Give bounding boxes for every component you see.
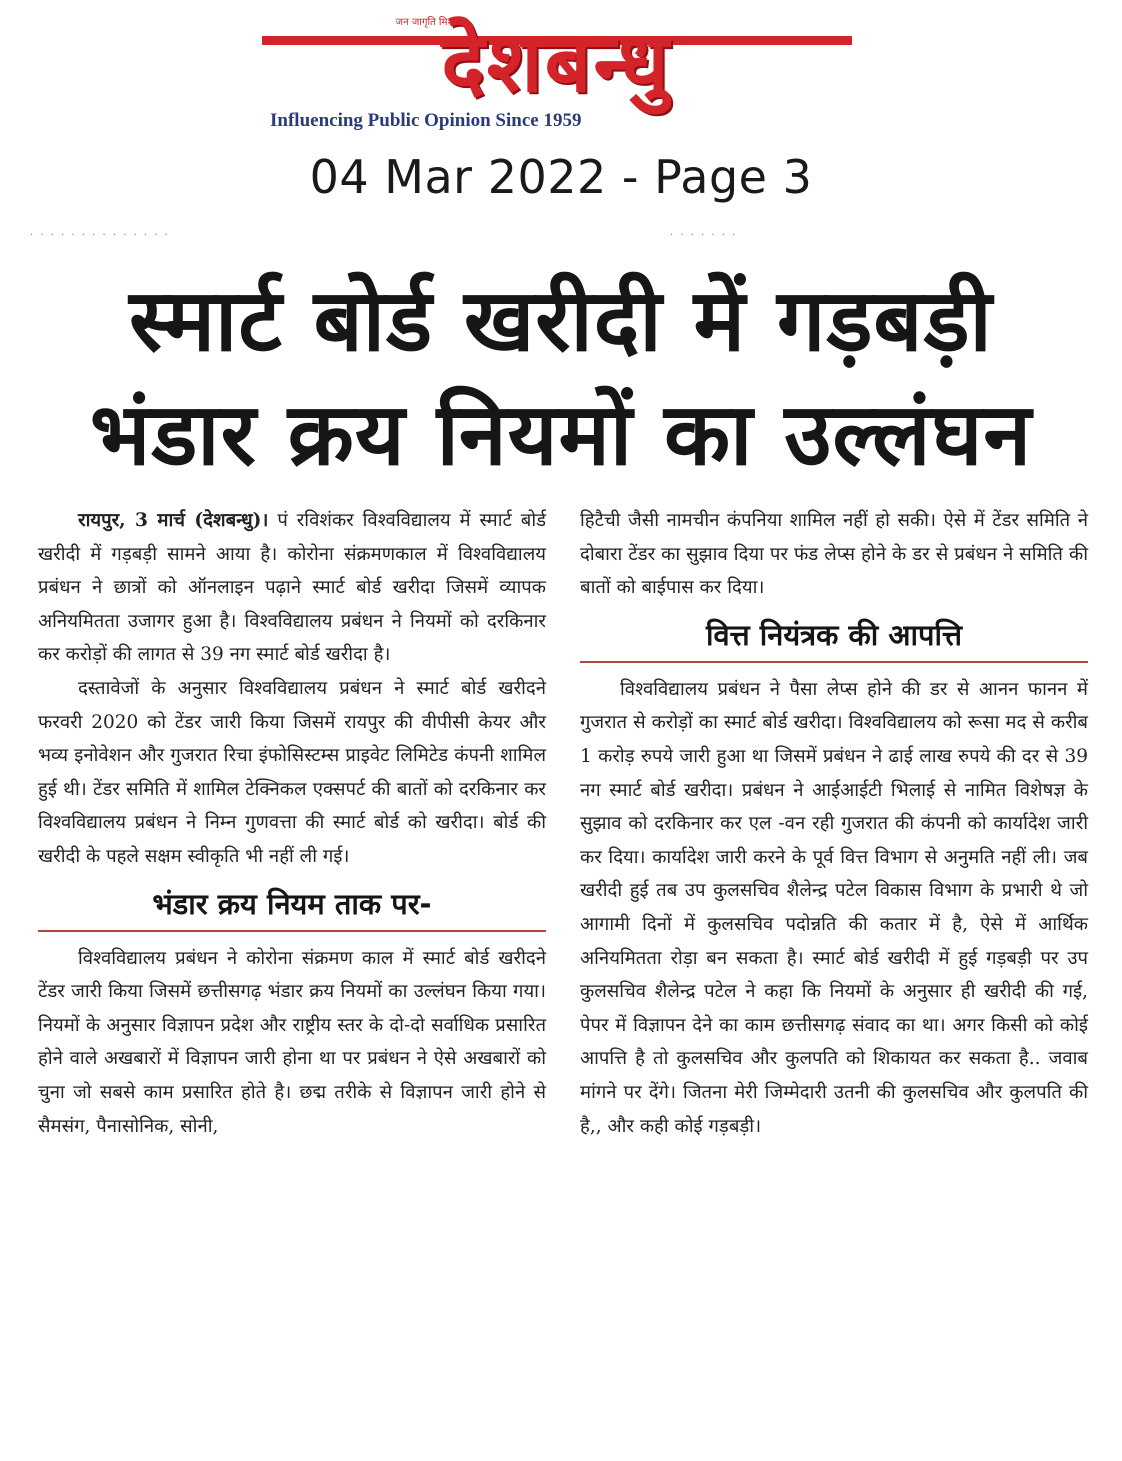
headline-line-1: स्मार्ट बोर्ड खरीदी में गड़बड़ी	[129, 271, 993, 371]
edition-dateline: 04 Mar 2022 - Page 3	[309, 150, 813, 204]
masthead-small-tagline: जन जागृति मिश	[395, 17, 455, 28]
masthead-slogan: Influencing Public Opinion Since 1959	[270, 110, 582, 131]
paragraph-4: हिटैची जैसी नामचीन कंपनिया शामिल नहीं हो सकी। ऐसे में टेंडर समिति ने दोबारा टेंडर का सुझाव दिया पर फंड लेप्स होने के डर से प्रबंधन ने समिति की बातों को बाईपास कर दिया।	[580, 510, 1088, 599]
paragraph-5: विश्वविद्यालय प्रबंधन ने पैसा लेप्स होने की डर से आनन फानन में गुजरात से करोड़ों का स्मार्ट बोर्ड खरीदा। विश्वविद्यालय को रूसा मद से करीब 1 करोड़ रुपये जारी हुआ था जिसमें प्रबंधन ने ढाई लाख रुपये की दर से 39 नग स्मार्ट बोर्ड खरीदा। प्रबंधन ने आईआईटी भिलाई से नामित विशेषज्ञ के सुझाव को दरकिनार कर एल -वन रही गुजरात की कंपनी को कार्यादेश जारी कर दिया। कार्यादेश जारी करने के पूर्व वित्त विभाग से अनुमति नहीं ली। जब खरीदी हुई तब उप कुलसचिव शैलेन्द्र पटेल विकास विभाग के प्रभारी थे जो आगामी दिनों में कुलसचिव पदोन्नति की कतार में है, ऐसे में आर्थिक अनियमितता रोड़ा बन सकता है। स्मार्ट बोर्ड खरीदी में हुई गड़बड़ी पर उप कुलसचिव शैलेन्द्र पटेल ने कहा कि नियमों के अनुसार ही खरीदी की गई, पेपर में विज्ञापन देने का काम छत्तीसगढ़ संवाद का था। अगर किसी को कोई आपत्ति है तो कुलसचिव और कुलपति को शिकायत कर सकता है.. जवाब मांगने पर देंगे। जितना मेरी जिम्मेदारी उतनी की कुलसचिव और कुलपति की है,, और कही कोई गड़बड़ी।	[580, 678, 1088, 1137]
subheading-finance-controller-objection: वित्त नियंत्रक की आपत्ति	[580, 615, 1088, 663]
paragraph-1	[38, 504, 546, 672]
article-column-right	[580, 504, 1088, 1143]
paragraph-2: दस्तावेजों के अनुसार विश्वविद्यालय प्रबंधन ने स्मार्ट बोर्ड खरीदने फरवरी 2020 को टेंडर जारी किया जिसमें रायपुर की वीपीसी केयर और भव्य इनोवेशन और गुजरात रिचा इंफोसिस्टम्स प्राइवेट लिमिटेड कंपनी शामिल हुई थी। टेंडर समिति में शामिल टेक्निकल एक्सपर्ट की बातों को दरकिनार कर विश्वविद्यालय प्रबंधन ने निम्न गुणवत्ता की स्मार्ट बोर्ड को खरीदा। बोर्ड की खरीदी के पहले सक्षम स्वीकृति भी नहीं ली गई।	[38, 677, 546, 867]
subheading-store-purchase-rules: भंडार क्रय नियम ताक पर-	[38, 884, 546, 932]
faint-strip-left: · · · · · · · · · · · · · ·	[30, 230, 170, 241]
byline: रायपुर, 3 मार्च (देशबन्धु)।	[78, 510, 269, 531]
newspaper-logo: देशबन्धु	[441, 16, 671, 111]
headline-line-2: भंडार क्रय नियमों का उल्लंघन	[89, 385, 1033, 485]
paragraph-1-text: पं रविशंकर विश्वविद्यालय में स्मार्ट बोर्ड खरीदी में गड़बड़ी सामने आया है। कोरोना संक्रमणकाल में विश्वविद्यालय प्रबंधन ने छात्रों को ऑनलाइन पढ़ाने स्मार्ट बोर्ड खरीदा जिसमें व्यापक अनियमितता उजागर हुआ है। विश्वविद्यालय प्रबंधन ने नियमों को दरकिनार कर करोड़ों की लागत से 39 नग स्मार्ट बोर्ड खरीदा है।	[38, 510, 547, 666]
faint-strip-right: · · · · · · ·	[670, 230, 738, 241]
paragraph-3: विश्वविद्यालय प्रबंधन ने कोरोना संक्रमण काल में स्मार्ट बोर्ड खरीदने टेंडर जारी किया जिसमें छत्तीसगढ़ भंडार क्रय नियमों का उल्लंघन किया गया। नियमों के अनुसार विज्ञापन प्रदेश और राष्ट्रीय स्तर के दो-दो सर्वाधिक प्रसारित होने वाले अखबारों में विज्ञापन जारी होना था पर प्रबंधन ने ऐसे अखबारों को चुना जो सबसे काम प्रसारित होते है। छद्म तरीके से विज्ञापन जारी होने से सैमसंग, पैनासोनिक, सोनी,	[38, 947, 546, 1137]
article-column-left	[38, 504, 546, 1143]
masthead	[0, 0, 1122, 150]
